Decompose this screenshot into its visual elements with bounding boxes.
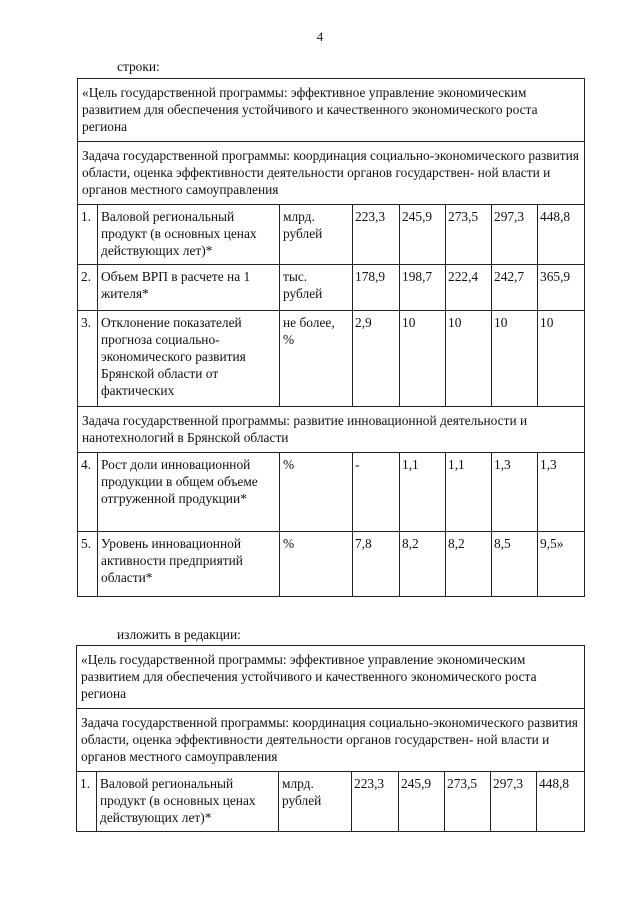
task-row	[78, 407, 585, 453]
table-row	[77, 772, 585, 832]
task-cell: Задача государственной программы: координация социально-экономического развития области, оценка эффективности деятельности органов государствен- ной власти и органов местного самоуправления	[78, 142, 585, 205]
intro-old: строки:	[117, 59, 160, 74]
task-row	[77, 709, 585, 772]
value-cell: 448,8	[538, 205, 585, 265]
indicator-unit: не более, %	[280, 311, 353, 407]
indicator-name: Валовой региональный продукт (в основных ценах действующих лет)*	[98, 205, 280, 265]
value-cell: 1,1	[400, 453, 446, 532]
value-cell: -	[353, 453, 400, 532]
goal-row	[77, 646, 585, 709]
value-cell: 198,7	[400, 265, 446, 311]
value-cell: 1,1	[446, 453, 492, 532]
indicator-name: Отклонение показателей прогноза социально-экономического развития Брянской области от фактических	[98, 311, 280, 407]
value-cell: 10	[446, 311, 492, 407]
row-number: 5.	[78, 532, 98, 597]
value-cell: 448,8	[537, 772, 585, 832]
value-cell: 273,5	[446, 205, 492, 265]
indicator-name: Рост доли инновационной продукции в общем объеме отгруженной продукции*	[98, 453, 280, 532]
value-cell: 365,9	[538, 265, 585, 311]
value-cell: 223,3	[352, 772, 399, 832]
indicator-unit: млрд. рублей	[279, 772, 352, 832]
value-cell: 273,5	[445, 772, 491, 832]
goal-cell: «Цель государственной программы: эффективное управление экономическим развитием для обеспечения устойчивого и качественного экономического роста региона	[78, 79, 585, 142]
value-cell: 178,9	[353, 265, 400, 311]
row-number: 4.	[78, 453, 98, 532]
task-row	[78, 142, 585, 205]
indicator-unit: %	[280, 532, 353, 597]
page-number: 4	[316, 29, 324, 44]
value-cell: 8,2	[400, 532, 446, 597]
intro-new: изложить в редакции:	[117, 627, 241, 642]
indicator-unit: млрд. рублей	[280, 205, 353, 265]
value-cell: 8,2	[446, 532, 492, 597]
value-cell: 1,3	[538, 453, 585, 532]
goal-row	[78, 79, 585, 142]
table-row	[78, 265, 585, 311]
row-number: 3.	[78, 311, 98, 407]
value-cell: 10	[492, 311, 538, 407]
value-cell: 9,5»	[538, 532, 585, 597]
value-cell: 222,4	[446, 265, 492, 311]
row-number: 1.	[78, 205, 98, 265]
indicator-name: Объем ВРП в расчете на 1 жителя*	[98, 265, 280, 311]
value-cell: 297,3	[491, 772, 537, 832]
value-cell: 1,3	[492, 453, 538, 532]
row-number: 1.	[77, 772, 97, 832]
goal-cell: «Цель государственной программы: эффективное управление экономическим развитием для обеспечения устойчивого и качественного экономического роста региона	[77, 646, 585, 709]
indicator-name: Уровень инновационной активности предприятий области*	[98, 532, 280, 597]
task-cell: Задача государственной программы: развитие инновационной деятельности и нанотехнологий в Брянской области	[78, 407, 585, 453]
old-indicators-table	[77, 78, 585, 597]
row-number: 2.	[78, 265, 98, 311]
value-cell: 297,3	[492, 205, 538, 265]
new-indicators-table	[76, 645, 585, 832]
value-cell: 223,3	[353, 205, 400, 265]
value-cell: 245,9	[400, 205, 446, 265]
task-cell: Задача государственной программы: координация социально-экономического развития области, оценка эффективности деятельности органов государствен- ной власти и органов местного самоуправления	[77, 709, 585, 772]
value-cell: 8,5	[492, 532, 538, 597]
value-cell: 7,8	[353, 532, 400, 597]
table-row	[78, 532, 585, 597]
value-cell: 10	[400, 311, 446, 407]
table-row	[78, 311, 585, 407]
value-cell: 10	[538, 311, 585, 407]
value-cell: 242,7	[492, 265, 538, 311]
indicator-unit: тыс. рублей	[280, 265, 353, 311]
indicator-unit: %	[280, 453, 353, 532]
indicator-name: Валовой региональный продукт (в основных ценах действующих лет)*	[97, 772, 279, 832]
table-row	[78, 453, 585, 532]
table-row	[78, 205, 585, 265]
value-cell: 245,9	[399, 772, 445, 832]
value-cell: 2,9	[353, 311, 400, 407]
